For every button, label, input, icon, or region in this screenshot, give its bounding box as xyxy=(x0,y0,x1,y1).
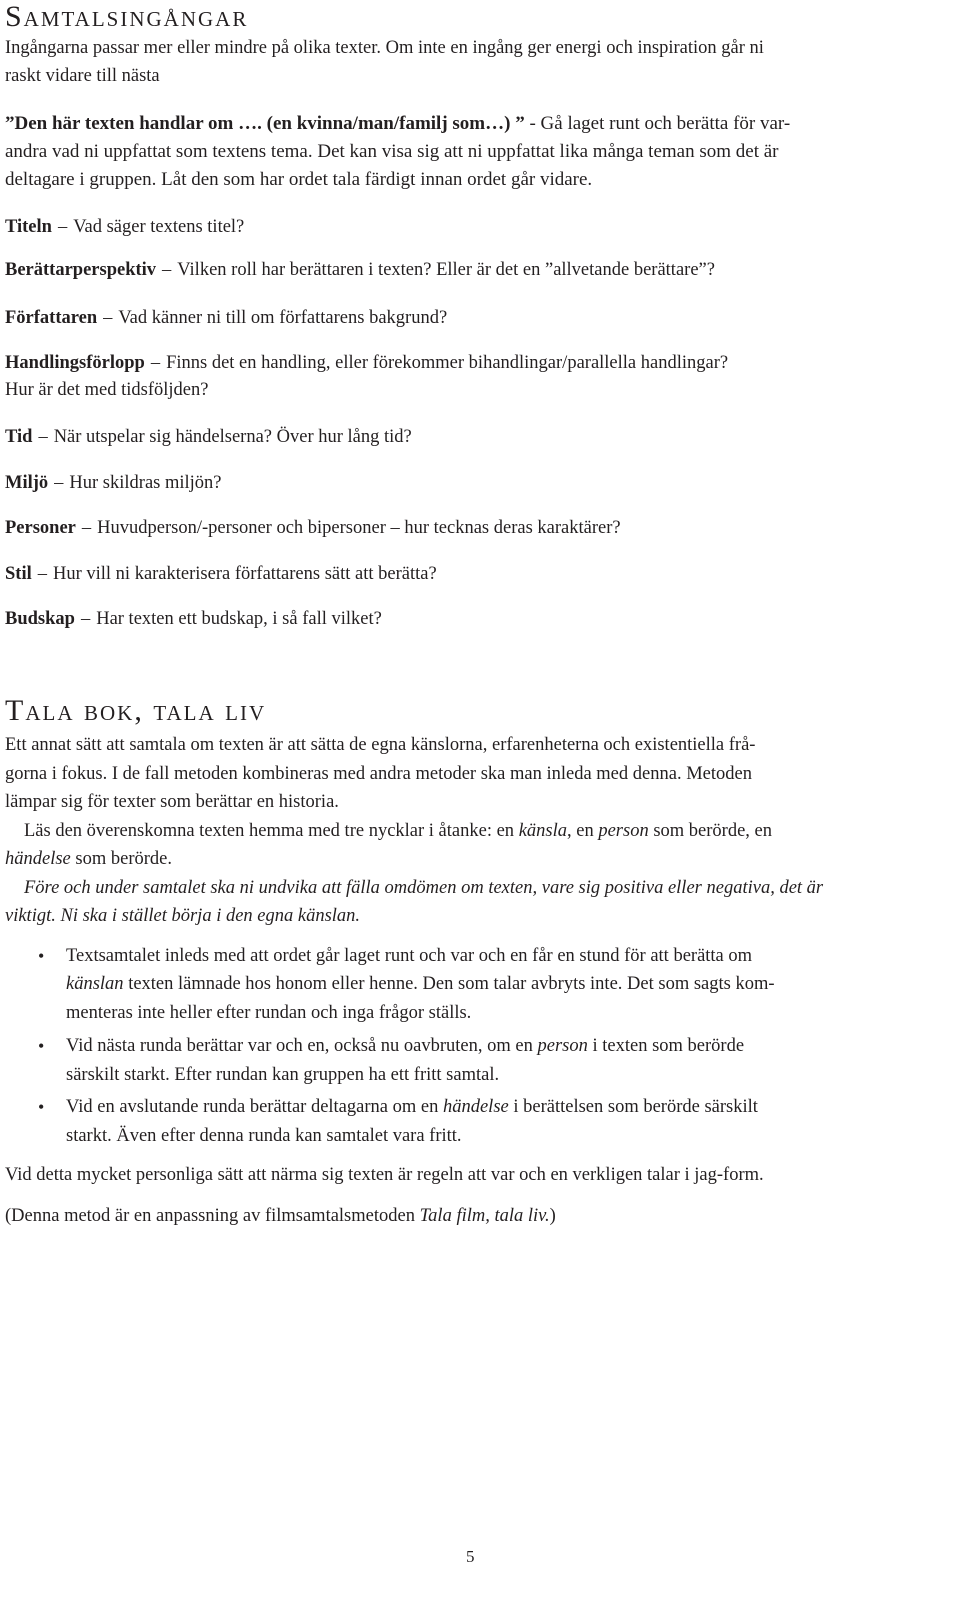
p2-text-a: Läs den överenskomna texten hemma med tre nycklar i åtanke: en xyxy=(24,821,519,841)
intro-line-2: raskt vidare till nästa xyxy=(5,66,160,86)
item-budskap xyxy=(5,607,382,631)
bullet-2-text-a: Vid nästa runda berättar var och en, också nu oavbruten, om en xyxy=(66,1036,538,1056)
bullet-1-line-1: Textsamtalet inleds med att ordet går laget runt och var och en får en stund för att berätta om xyxy=(66,946,753,966)
item-term: Titeln xyxy=(5,217,52,237)
item-dash: – xyxy=(38,427,48,447)
bullet-3-marker: • xyxy=(38,1097,45,1117)
item-text: Vilken roll har berättaren i texten? Eller är det en ”allvetande berättare”? xyxy=(177,260,715,280)
item-text: Hur vill ni karakterisera författarens sätt att berätta? xyxy=(52,564,437,584)
item-dash: – xyxy=(80,609,91,629)
p1-line-1: Ett annat sätt att samtala om texten är att sätta de egna känslorna, erfarenheterna och existentiella frå- xyxy=(5,735,756,755)
p2-handelse: händelse xyxy=(5,849,71,869)
prompt-rest-text: - Gå laget runt och berätta för var- xyxy=(524,113,791,134)
item-term: Budskap xyxy=(5,609,75,629)
item-dash: – xyxy=(54,473,64,493)
item-term: Stil xyxy=(5,564,32,584)
item-miljo xyxy=(5,471,222,495)
item-term: Miljö xyxy=(5,473,49,493)
method-note xyxy=(5,1204,556,1228)
p3-line-2: viktigt. Ni ska i stället börja i den egna känslan. xyxy=(5,906,361,926)
item-stil xyxy=(5,562,437,586)
p3-line-1: Före och under samtalet ska ni undvika att fälla omdömen om texten, vare sig positiva eller negativa, det är xyxy=(24,878,824,898)
item-dash: – xyxy=(37,564,47,584)
bullet-3-handelse: händelse xyxy=(442,1097,509,1117)
p1-line-2: gorna i fokus. I de fall metoden kombineras med andra metoder ska man inleda med denna. Metoden xyxy=(5,764,752,784)
item-titeln xyxy=(5,215,244,239)
item-text: Vad känner ni till om författarens bakgrund? xyxy=(118,308,448,328)
p2-text-rest: som berörde. xyxy=(70,849,172,869)
item-dash: – xyxy=(57,217,68,237)
item-dash: – xyxy=(162,260,172,280)
page-number: 5 xyxy=(466,1547,475,1566)
item-handlingsforlopp-cont: Hur är det med tidsföljden? xyxy=(5,380,209,400)
bullet-3-line-1 xyxy=(66,1095,758,1119)
bullet-3-text-b: i berättelsen som berörde särskilt xyxy=(508,1097,758,1117)
item-term: Tid xyxy=(5,427,33,447)
item-dash: – xyxy=(150,353,161,373)
bullet-1-line-3: menteras inte heller efter rundan och inga frågor ställs. xyxy=(66,1003,472,1023)
bullet-1-marker: • xyxy=(38,946,45,966)
item-text: Har texten ett budskap, i så fall vilket? xyxy=(96,609,382,629)
item-text: Huvudperson/-personer och bipersoner – hur tecknas deras karaktärer? xyxy=(97,518,621,538)
bullet-3-line-2: starkt. Även efter denna runda kan samtalet vara fritt. xyxy=(66,1126,462,1146)
bullet-2-marker: • xyxy=(38,1036,45,1056)
note-text-b: ) xyxy=(549,1206,556,1226)
item-dash: – xyxy=(103,308,113,328)
p2-line-2 xyxy=(5,847,172,871)
item-term: Författaren xyxy=(5,308,98,328)
item-personer xyxy=(5,516,621,540)
prompt-line-2: andra vad ni uppfattat som textens tema. Det kan visa sig att ni uppfattat lika många teman som det är xyxy=(5,141,779,162)
section-heading-samtalsingangar: Samtalsingångar xyxy=(5,0,249,33)
intro-line-1: Ingångarna passar mer eller mindre på olika texter. Om inte en ingång ger energi och inspiration går ni xyxy=(5,38,764,58)
item-text: Vad säger textens titel? xyxy=(73,217,245,237)
prompt-bold-text: ”Den här texten handlar om …. (en kvinna/man/familj som…) ” xyxy=(5,113,525,134)
prompt-line-3: deltagare i gruppen. Låt den som har ordet tala färdigt innan ordet går vidare. xyxy=(5,169,593,190)
closing-paragraph: Vid detta mycket personliga sätt att närma sig texten är regeln att var och en verkligen talar i jag-form. xyxy=(5,1165,764,1185)
item-term: Handlingsförlopp xyxy=(5,353,145,373)
item-forfattaren xyxy=(5,306,447,330)
p2-text-c: som berörde, en xyxy=(648,821,773,841)
note-text-a: (Denna metod är en anpassning av filmsamtalsmetoden xyxy=(5,1206,420,1226)
item-dash: – xyxy=(81,518,92,538)
p1-line-3: lämpar sig för texter som berättar en historia. xyxy=(5,792,339,812)
item-term: Personer xyxy=(5,518,76,538)
p2-line-1 xyxy=(24,819,772,843)
p2-text-b: , en xyxy=(567,821,599,841)
bullet-2-text-b: i texten som berörde xyxy=(587,1036,745,1056)
bullet-3-text-a: Vid en avslutande runda berättar deltagarna om en xyxy=(66,1097,443,1117)
bullet-1-line-2 xyxy=(66,972,775,996)
item-text: Finns det en handling, eller förekommer bihandlingar/parallella handlingar? xyxy=(166,353,729,373)
item-berattarperspektiv xyxy=(5,258,715,282)
p2-kansla: känsla xyxy=(518,821,567,841)
item-term: Berättarperspektiv xyxy=(5,260,157,280)
bullet-2-person: person xyxy=(537,1036,588,1056)
item-tid xyxy=(5,425,412,449)
p2-person: person xyxy=(598,821,649,841)
item-handlingsforlopp xyxy=(5,351,728,375)
bullet-1-rest: texten lämnade hos honom eller henne. Den som talar avbryts inte. Det som sagts kom- xyxy=(123,974,775,994)
bullet-2-line-2: särskilt starkt. Efter rundan kan gruppen ha ett fritt samtal. xyxy=(66,1065,500,1085)
bullet-1-kanslan: känslan xyxy=(66,974,124,994)
item-text: Hur skildras miljön? xyxy=(69,473,222,493)
item-text: När utspelar sig händelserna? Över hur lång tid? xyxy=(53,427,412,447)
note-title: Tala film, tala liv. xyxy=(419,1206,550,1226)
prompt-line-1 xyxy=(5,112,790,136)
section-heading-tala-bok: Tala bok, tala liv xyxy=(5,694,267,727)
bullet-2-line-1 xyxy=(66,1034,744,1058)
